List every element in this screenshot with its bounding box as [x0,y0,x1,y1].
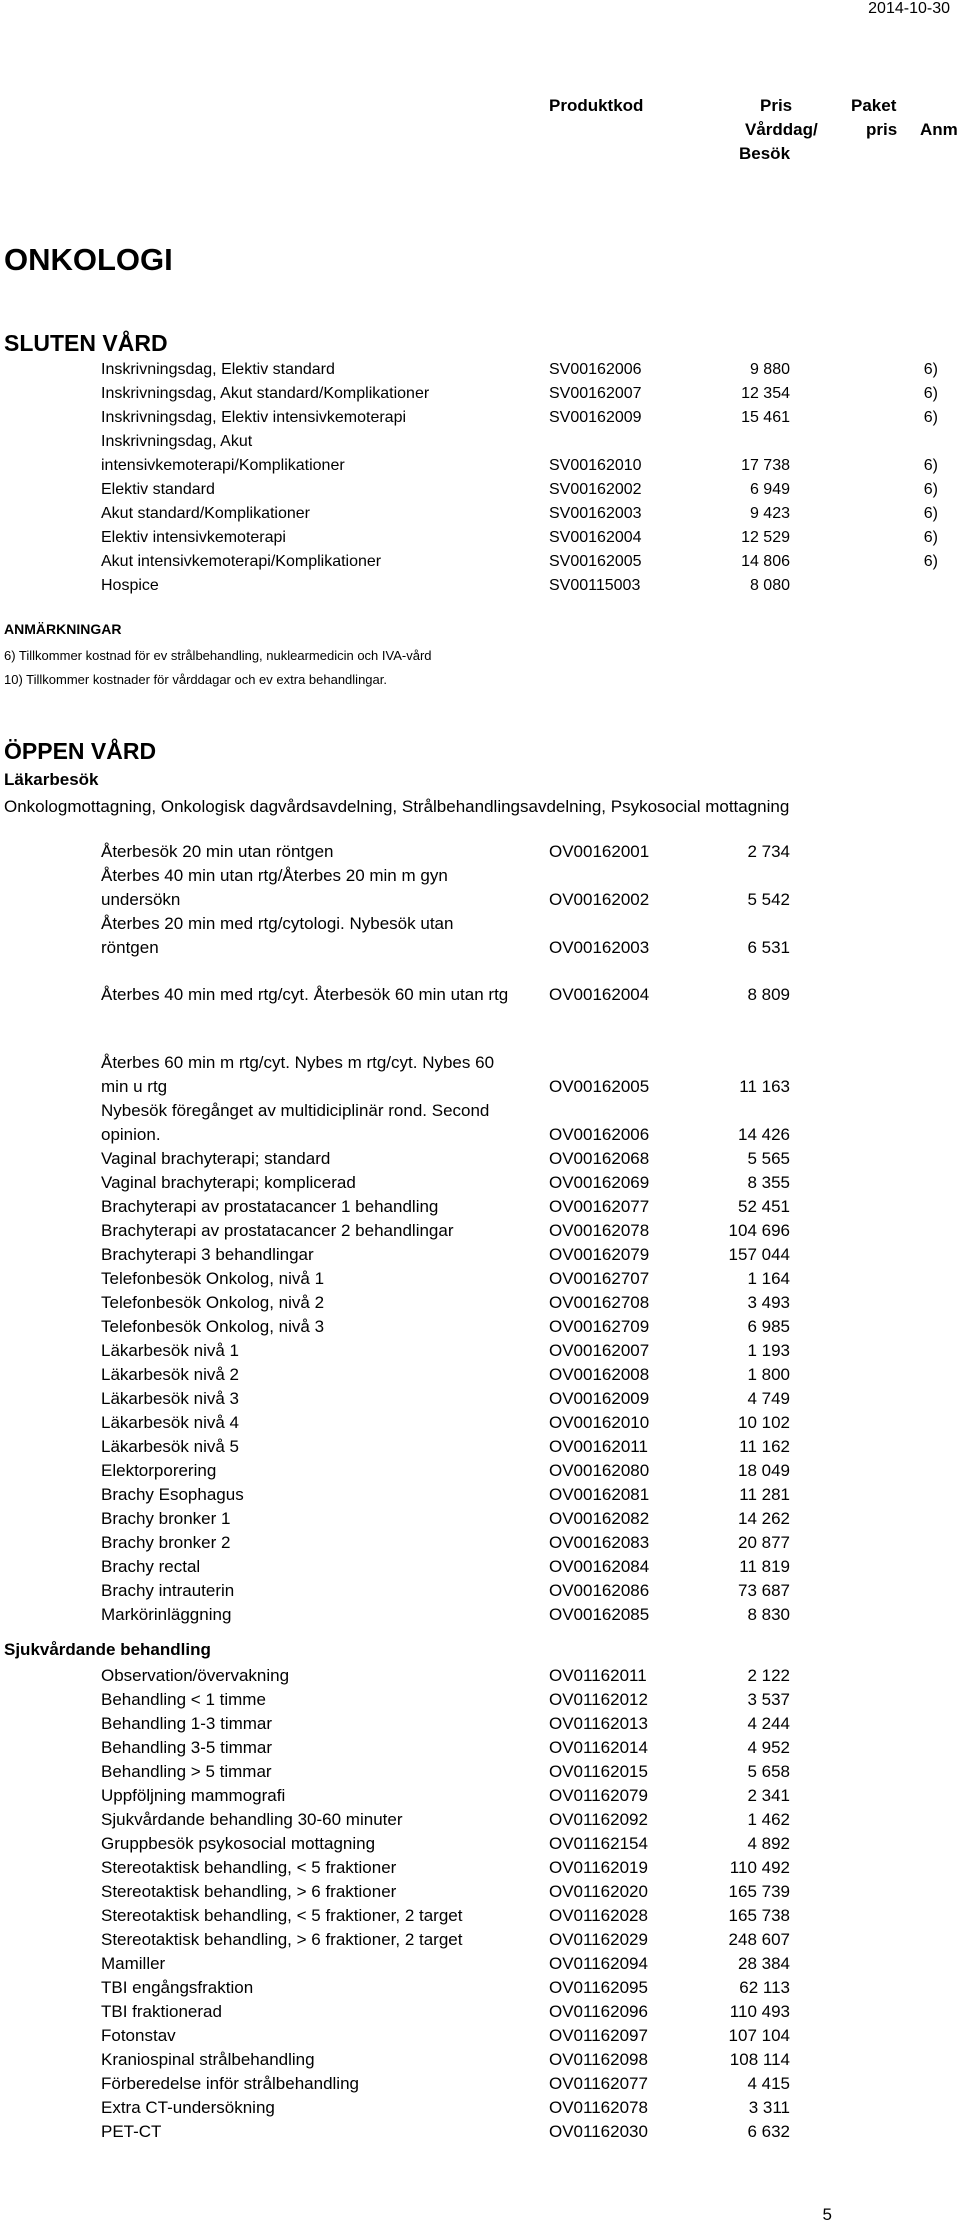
row-price: 4 415 [747,2074,790,2093]
row-name: Läkarbesök nivå 5 [101,1437,239,1456]
row-price: 8 080 [749,577,790,594]
row-code: OV01162098 [549,2050,648,2069]
row-code: OV00162006 [549,1125,650,1144]
row-code: OV01162019 [549,1858,648,1877]
row-code: OV00162707 [549,1269,650,1288]
row-code: OV01162097 [549,2026,648,2045]
row-name: Elektorporering [101,1461,217,1480]
row-code: OV00162008 [549,1365,650,1384]
row-name: Akut standard/Komplikationer [101,505,310,522]
row-code: OV01162029 [549,1930,648,1949]
row-price: 107 104 [728,2026,790,2045]
row-price: 11 281 [739,1485,790,1504]
row-price: 4 749 [747,1389,790,1408]
header-anm: Anm [920,120,958,139]
row-anm: 6) [923,553,938,570]
row-name: TBI fraktionerad [101,2002,222,2021]
header-paket-line1: Paket [851,96,897,115]
row-code: OV00162079 [549,1245,650,1264]
row-price: 3 493 [747,1293,790,1312]
row-name: Läkarbesök nivå 3 [101,1389,239,1408]
row-code: OV00162085 [549,1605,650,1624]
row-code: OV00162003 [549,938,650,957]
row-name: Stereotaktisk behandling, < 5 fraktioner [101,1858,397,1877]
note-10: 10) Tillkommer kostnader för vårddagar och ev extra behandlingar. [4,672,387,687]
row-code: OV00162002 [549,890,650,909]
row-code: SV00162004 [549,529,642,546]
row-price: 5 565 [747,1149,790,1168]
row-price: 18 049 [738,1461,790,1480]
row-code: OV00162069 [549,1173,650,1192]
row-price: 4 952 [747,1738,790,1757]
header-pris-line2: Vårddag/ [745,120,818,139]
row-price: 1 164 [747,1269,790,1288]
row-price: 9 880 [749,361,790,378]
header-paket-line2: pris [866,120,898,139]
row-code: SV00162007 [549,385,642,402]
section-heading-sjukvard: Sjukvårdande behandling [4,1640,211,1659]
row-code: OV01162092 [549,1810,648,1829]
row-name: opinion. [101,1125,161,1144]
row-name: Uppföljning mammografi [101,1786,286,1805]
row-code: SV00162002 [549,481,642,498]
row-code: SV00162003 [549,505,642,522]
row-price: 1 462 [747,1810,790,1829]
row-name: Extra CT-undersökning [101,2098,275,2117]
section-description: Onkologmottagning, Onkologisk dagvårdsavdelning, Strålbehandlingsavdelning, Psykosocial mottagning [4,797,790,816]
row-price: 1 193 [747,1341,790,1360]
row-name: Behandling 3-5 timmar [101,1738,273,1757]
row-name: Stereotaktisk behandling, < 5 fraktioner, 2 target [101,1906,463,1925]
row-name: Inskrivningsdag, Akut [101,433,253,450]
row-price: 52 451 [738,1197,790,1216]
row-name: Fotonstav [101,2026,176,2045]
row-name: Telefonbesök Onkolog, nivå 3 [101,1317,325,1336]
row-code: SV00162005 [549,553,642,570]
header-produktkod: Produktkod [549,96,644,115]
row-price: 62 113 [739,1978,790,1997]
row-name: Elektiv intensivkemoterapi [101,529,286,546]
row-name: röntgen [101,938,159,957]
row-price: 9 423 [749,505,790,522]
row-price: 2 122 [747,1666,790,1685]
row-name: Brachy rectal [101,1557,201,1576]
row-price: 6 632 [747,2122,790,2141]
row-price: 108 114 [729,2050,790,2069]
note-6: 6) Tillkommer kostnad för ev strålbehandling, nuklearmedicin och IVA-vård [4,648,432,663]
row-name: Brachy intrauterin [101,1581,235,1600]
row-price: 14 426 [738,1125,790,1144]
row-anm: 6) [923,409,938,426]
row-code: OV01162078 [549,2098,648,2117]
row-price: 14 262 [738,1509,790,1528]
row-code: OV01162077 [549,2074,648,2093]
row-anm: 6) [923,481,938,498]
row-price: 3 311 [748,2098,790,2117]
row-code: OV01162013 [549,1714,648,1733]
row-anm: 6) [923,505,938,522]
row-name: Brachy Esophagus [101,1485,244,1504]
row-price: 6 949 [749,481,790,498]
row-price: 12 529 [741,529,790,546]
row-name: PET-CT [101,2122,162,2141]
notes-heading: ANMÄRKNINGAR [4,621,122,637]
row-name: intensivkemoterapi/Komplikationer [101,457,345,474]
row-code: SV00162006 [549,361,642,378]
row-price: 17 738 [741,457,790,474]
row-code: OV01162095 [549,1978,648,1997]
document-date: 2014-10-30 [868,0,950,17]
row-name: Gruppbesök psykosocial mottagning [101,1834,376,1853]
row-price: 20 877 [738,1533,790,1552]
row-price: 104 696 [728,1221,790,1240]
row-code: OV00162068 [549,1149,650,1168]
row-name: Behandling > 5 timmar [101,1762,272,1781]
row-name: Återbes 40 min med rtg/cyt. Återbesök 60 min utan rtg [101,985,509,1004]
row-name: Brachyterapi 3 behandlingar [101,1245,314,1264]
row-price: 110 492 [729,1858,790,1877]
row-name: Nybesök föregånget av multidiciplinär rond. Second [101,1101,490,1120]
row-anm: 6) [923,529,938,546]
row-code: SV00162009 [549,409,642,426]
row-price: 5 658 [747,1762,790,1781]
row-price: 14 806 [741,553,790,570]
row-code: OV00162709 [549,1317,650,1336]
row-name: Läkarbesök nivå 2 [101,1365,239,1384]
row-code: OV01162154 [549,1834,648,1853]
row-anm: 6) [923,457,938,474]
row-name: Behandling 1-3 timmar [101,1714,273,1733]
row-name: Återbes 20 min med rtg/cytologi. Nybesök utan [101,914,454,933]
row-code: OV00162009 [549,1389,650,1408]
section-subheading-lakarbesok: Läkarbesök [4,770,99,789]
row-name: Brachyterapi av prostatacancer 2 behandlingar [101,1221,454,1240]
row-price: 3 537 [747,1690,790,1709]
row-code: OV00162001 [549,842,650,861]
row-code: OV01162096 [549,2002,648,2021]
row-code: OV01162015 [549,1762,648,1781]
page-title: ONKOLOGI [4,242,173,277]
section-heading-sluten: SLUTEN VÅRD [4,330,168,356]
row-name: TBI engångsfraktion [101,1978,254,1997]
row-code: OV00162004 [549,985,650,1004]
row-name: Vaginal brachyterapi; komplicerad [101,1173,356,1192]
row-price: 2 341 [747,1786,790,1805]
row-price: 8 830 [747,1605,790,1624]
header-pris-line1: Pris [760,96,793,115]
row-name: Återbes 40 min utan rtg/Återbes 20 min m gyn [101,866,448,885]
row-code: OV01162094 [549,1954,648,1973]
row-price: 110 493 [729,2002,790,2021]
row-name: Läkarbesök nivå 1 [101,1341,239,1360]
row-name: Akut intensivkemoterapi/Komplikationer [101,553,382,570]
row-price: 4 244 [747,1714,790,1733]
row-price: 11 163 [739,1077,790,1096]
row-price: 6 531 [747,938,790,957]
row-name: Återbes 60 min m rtg/cyt. Nybes m rtg/cyt. Nybes 60 [101,1053,495,1072]
row-code: OV01162079 [549,1786,648,1805]
row-name: Läkarbesök nivå 4 [101,1413,239,1432]
row-price: 11 819 [739,1557,790,1576]
row-code: OV00162081 [549,1485,650,1504]
row-name: Markörinläggning [101,1605,232,1624]
row-price: 165 739 [728,1882,790,1901]
row-code: SV00162010 [549,457,642,474]
row-code: OV01162020 [549,1882,648,1901]
row-code: OV01162012 [549,1690,648,1709]
row-name: min u rtg [101,1077,168,1096]
row-name: Brachyterapi av prostatacancer 1 behandling [101,1197,439,1216]
row-code: OV00162077 [549,1197,650,1216]
row-name: Inskrivningsdag, Elektiv standard [101,361,335,378]
row-code: OV01162011 [549,1666,647,1685]
row-price: 5 542 [747,890,790,909]
row-name: Telefonbesök Onkolog, nivå 2 [101,1293,325,1312]
row-name: Inskrivningsdag, Akut standard/Komplikationer [101,385,430,402]
row-name: Återbesök 20 min utan röntgen [101,842,334,861]
row-code: OV00162078 [549,1221,650,1240]
row-code: OV00162083 [549,1533,650,1552]
row-anm: 6) [923,385,938,402]
row-code: OV01162030 [549,2122,648,2141]
row-name: Stereotaktisk behandling, > 6 fraktioner [101,1882,397,1901]
row-price: 73 687 [738,1581,790,1600]
row-name: Kraniospinal strålbehandling [101,2050,315,2069]
row-price: 248 607 [728,1930,790,1949]
row-name: Behandling < 1 timme [101,1690,266,1709]
row-code: OV00162080 [549,1461,650,1480]
row-price: 8 355 [747,1173,790,1192]
row-price: 4 892 [747,1834,790,1853]
row-code: OV00162010 [549,1413,650,1432]
row-name: Mamiller [101,1954,166,1973]
row-price: 8 809 [747,985,790,1004]
row-name: Inskrivningsdag, Elektiv intensivkemoterapi [101,409,407,426]
row-price: 6 985 [747,1317,790,1336]
row-code: OV00162082 [549,1509,650,1528]
row-price: 2 734 [747,842,790,861]
row-price: 15 461 [741,409,790,426]
row-code: OV00162086 [549,1581,650,1600]
row-price: 11 162 [739,1437,790,1456]
row-price: 165 738 [728,1906,790,1925]
header-pris-line3: Besök [739,144,791,163]
row-price: 1 800 [747,1365,790,1384]
row-name: Observation/övervakning [101,1666,290,1685]
row-price: 12 354 [741,385,790,402]
row-code: OV00162708 [549,1293,650,1312]
row-code: OV00162007 [549,1341,650,1360]
row-code: OV00162084 [549,1557,650,1576]
row-code: OV00162005 [549,1077,650,1096]
row-name: Stereotaktisk behandling, > 6 fraktioner, 2 target [101,1930,463,1949]
page-number: 5 [822,2205,832,2224]
row-name: undersökn [101,890,181,909]
row-code: OV01162014 [549,1738,648,1757]
row-name: Telefonbesök Onkolog, nivå 1 [101,1269,325,1288]
row-price: 28 384 [738,1954,790,1973]
section-heading-oppen: ÖPPEN VÅRD [4,738,157,764]
row-price: 157 044 [728,1245,790,1264]
row-name: Vaginal brachyterapi; standard [101,1149,331,1168]
row-name: Hospice [101,577,159,594]
row-price: 10 102 [738,1413,790,1432]
row-name: Brachy bronker 1 [101,1509,231,1528]
row-code: OV01162028 [549,1906,648,1925]
row-name: Förberedelse inför strålbehandling [101,2074,359,2093]
row-name: Sjukvårdande behandling 30-60 minuter [101,1810,403,1829]
row-anm: 6) [923,361,938,378]
row-code: OV00162011 [549,1437,648,1456]
row-name: Elektiv standard [101,481,215,498]
row-code: SV00115003 [549,577,641,594]
row-name: Brachy bronker 2 [101,1533,231,1552]
